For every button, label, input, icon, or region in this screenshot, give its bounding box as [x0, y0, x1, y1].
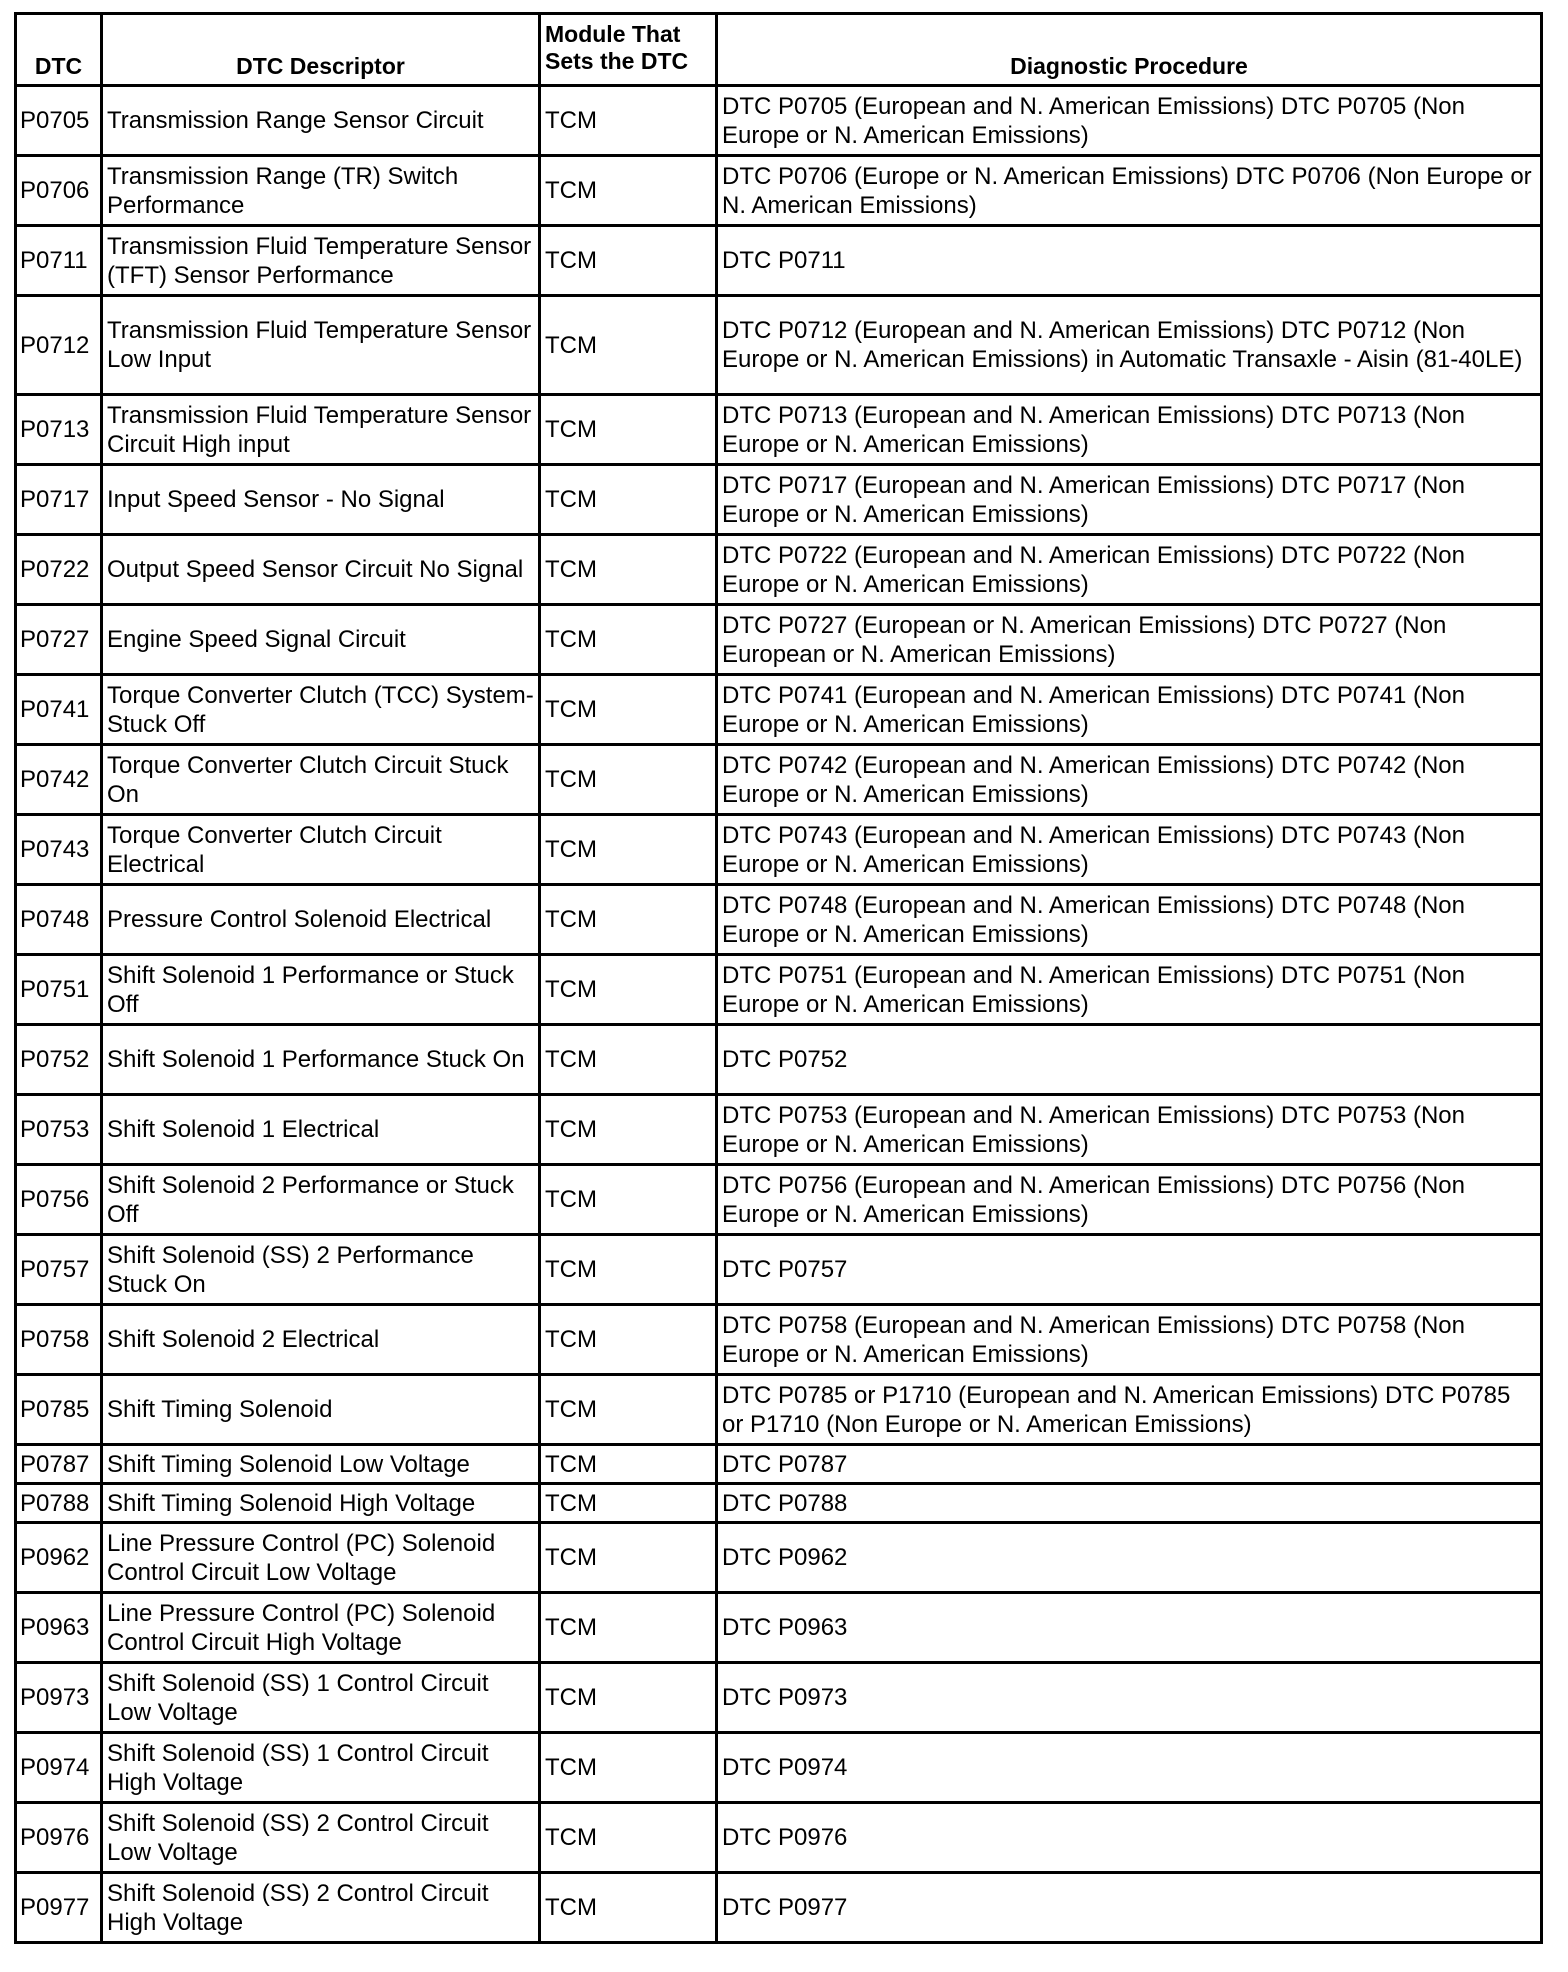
- dtc-code: P0757: [16, 1235, 102, 1305]
- dtc-module: TCM: [540, 745, 717, 815]
- dtc-module: TCM: [540, 1523, 717, 1593]
- dtc-code: P0711: [16, 226, 102, 296]
- dtc-module: TCM: [540, 1235, 717, 1305]
- dtc-descriptor: Transmission Fluid Temperature Sensor (TFT) Sensor Performance: [102, 226, 540, 296]
- table-row: [16, 605, 1542, 675]
- dtc-descriptor: Line Pressure Control (PC) Solenoid Control Circuit High Voltage: [102, 1593, 540, 1663]
- dtc-descriptor: Transmission Range Sensor Circuit: [102, 86, 540, 156]
- dtc-module: TCM: [540, 296, 717, 395]
- dtc-descriptor: Transmission Range (TR) Switch Performance: [102, 156, 540, 226]
- dtc-code: P0706: [16, 156, 102, 226]
- dtc-module: TCM: [540, 1593, 717, 1663]
- dtc-descriptor: Shift Timing Solenoid: [102, 1375, 540, 1445]
- dtc-procedure: DTC P0722 (European and N. American Emissions) DTC P0722 (Non Europe or N. American Emissions): [717, 535, 1542, 605]
- dtc-procedure: DTC P0717 (European and N. American Emissions) DTC P0717 (Non Europe or N. American Emissions): [717, 465, 1542, 535]
- dtc-module: TCM: [540, 1663, 717, 1733]
- header-module-line1: Module That: [545, 21, 681, 47]
- dtc-procedure: DTC P0752: [717, 1025, 1542, 1095]
- table-row: [16, 1375, 1542, 1445]
- dtc-module: TCM: [540, 86, 717, 156]
- table-row: [16, 226, 1542, 296]
- dtc-code: P0785: [16, 1375, 102, 1445]
- header-module: [540, 14, 717, 86]
- table-row: [16, 296, 1542, 395]
- dtc-module: TCM: [540, 605, 717, 675]
- dtc-module: TCM: [540, 1484, 717, 1523]
- dtc-procedure: DTC P0712 (European and N. American Emissions) DTC P0712 (Non Europe or N. American Emissions) in Automatic Transaxle - Aisin (81-40LE): [717, 296, 1542, 395]
- dtc-module: TCM: [540, 1445, 717, 1484]
- dtc-procedure: DTC P0748 (European and N. American Emissions) DTC P0748 (Non Europe or N. American Emissions): [717, 885, 1542, 955]
- dtc-module: TCM: [540, 1375, 717, 1445]
- dtc-descriptor: Shift Solenoid (SS) 2 Performance Stuck On: [102, 1235, 540, 1305]
- dtc-module: TCM: [540, 1165, 717, 1235]
- dtc-procedure: DTC P0743 (European and N. American Emissions) DTC P0743 (Non Europe or N. American Emissions): [717, 815, 1542, 885]
- dtc-code: P0713: [16, 395, 102, 465]
- dtc-module: TCM: [540, 1095, 717, 1165]
- document-page: [14, 12, 1540, 1944]
- dtc-module: TCM: [540, 1873, 717, 1943]
- dtc-code: P0741: [16, 675, 102, 745]
- dtc-module: TCM: [540, 156, 717, 226]
- header-descriptor: DTC Descriptor: [102, 14, 540, 86]
- dtc-module: TCM: [540, 535, 717, 605]
- table-row: [16, 1523, 1542, 1593]
- dtc-descriptor: Torque Converter Clutch (TCC) System-Stuck Off: [102, 675, 540, 745]
- dtc-procedure: DTC P0977: [717, 1873, 1542, 1943]
- dtc-code: P0974: [16, 1733, 102, 1803]
- header-procedure: Diagnostic Procedure: [717, 14, 1542, 86]
- dtc-code: P0752: [16, 1025, 102, 1095]
- dtc-descriptor: Shift Solenoid 2 Performance or Stuck Off: [102, 1165, 540, 1235]
- table-row: [16, 535, 1542, 605]
- dtc-procedure: DTC P0751 (European and N. American Emissions) DTC P0751 (Non Europe or N. American Emissions): [717, 955, 1542, 1025]
- dtc-descriptor: Torque Converter Clutch Circuit Electrical: [102, 815, 540, 885]
- dtc-procedure: DTC P0787: [717, 1445, 1542, 1484]
- dtc-code: P0962: [16, 1523, 102, 1593]
- dtc-module: TCM: [540, 1305, 717, 1375]
- table-row: [16, 156, 1542, 226]
- dtc-code: P0976: [16, 1803, 102, 1873]
- table-row: [16, 1873, 1542, 1943]
- dtc-code: P0758: [16, 1305, 102, 1375]
- dtc-module: TCM: [540, 395, 717, 465]
- table-row: [16, 1593, 1542, 1663]
- table-row: [16, 1663, 1542, 1733]
- dtc-code: P0756: [16, 1165, 102, 1235]
- dtc-procedure: DTC P0973: [717, 1663, 1542, 1733]
- dtc-descriptor: Shift Solenoid (SS) 2 Control Circuit Low Voltage: [102, 1803, 540, 1873]
- dtc-code: P0753: [16, 1095, 102, 1165]
- dtc-code: P0722: [16, 535, 102, 605]
- table-row: [16, 1305, 1542, 1375]
- dtc-descriptor: Shift Solenoid 1 Performance or Stuck Off: [102, 955, 540, 1025]
- header-module-line2: Sets the DTC: [545, 48, 689, 74]
- dtc-procedure: DTC P0785 or P1710 (European and N. American Emissions) DTC P0785 or P1710 (Non Europe or N. American Emissions): [717, 1375, 1542, 1445]
- dtc-code: P0705: [16, 86, 102, 156]
- dtc-procedure: DTC P0753 (European and N. American Emissions) DTC P0753 (Non Europe or N. American Emissions): [717, 1095, 1542, 1165]
- header-dtc: DTC: [16, 14, 102, 86]
- dtc-procedure: DTC P0963: [717, 1593, 1542, 1663]
- dtc-procedure: DTC P0713 (European and N. American Emissions) DTC P0713 (Non Europe or N. American Emissions): [717, 395, 1542, 465]
- table-row: [16, 885, 1542, 955]
- table-row: [16, 1733, 1542, 1803]
- dtc-code: P0742: [16, 745, 102, 815]
- dtc-code: P0748: [16, 885, 102, 955]
- table-row: [16, 745, 1542, 815]
- dtc-procedure: DTC P0742 (European and N. American Emissions) DTC P0742 (Non Europe or N. American Emissions): [717, 745, 1542, 815]
- dtc-descriptor: Shift Solenoid (SS) 1 Control Circuit High Voltage: [102, 1733, 540, 1803]
- dtc-code: P0787: [16, 1445, 102, 1484]
- table-row: [16, 1165, 1542, 1235]
- dtc-descriptor: Line Pressure Control (PC) Solenoid Control Circuit Low Voltage: [102, 1523, 540, 1593]
- dtc-procedure: DTC P0757: [717, 1235, 1542, 1305]
- dtc-descriptor: Shift Timing Solenoid Low Voltage: [102, 1445, 540, 1484]
- dtc-procedure: DTC P0756 (European and N. American Emissions) DTC P0756 (Non Europe or N. American Emissions): [717, 1165, 1542, 1235]
- dtc-procedure: DTC P0758 (European and N. American Emissions) DTC P0758 (Non Europe or N. American Emissions): [717, 1305, 1542, 1375]
- dtc-descriptor: Shift Solenoid (SS) 2 Control Circuit High Voltage: [102, 1873, 540, 1943]
- dtc-descriptor: Input Speed Sensor - No Signal: [102, 465, 540, 535]
- dtc-procedure: DTC P0788: [717, 1484, 1542, 1523]
- table-row: [16, 1445, 1542, 1484]
- dtc-descriptor: Shift Solenoid 1 Performance Stuck On: [102, 1025, 540, 1095]
- table-row: [16, 675, 1542, 745]
- table-row: [16, 955, 1542, 1025]
- dtc-descriptor: Torque Converter Clutch Circuit Stuck On: [102, 745, 540, 815]
- dtc-code: P0963: [16, 1593, 102, 1663]
- table-row: [16, 1025, 1542, 1095]
- dtc-procedure: DTC P0962: [717, 1523, 1542, 1593]
- table-row: [16, 465, 1542, 535]
- dtc-procedure: DTC P0974: [717, 1733, 1542, 1803]
- dtc-module: TCM: [540, 1803, 717, 1873]
- dtc-module: TCM: [540, 226, 717, 296]
- dtc-descriptor: Shift Solenoid 2 Electrical: [102, 1305, 540, 1375]
- dtc-code: P0751: [16, 955, 102, 1025]
- dtc-code: P0977: [16, 1873, 102, 1943]
- dtc-descriptor: Shift Solenoid (SS) 1 Control Circuit Low Voltage: [102, 1663, 540, 1733]
- dtc-module: TCM: [540, 885, 717, 955]
- table-row: [16, 395, 1542, 465]
- table-row: [16, 1235, 1542, 1305]
- dtc-descriptor: Shift Solenoid 1 Electrical: [102, 1095, 540, 1165]
- dtc-descriptor: Transmission Fluid Temperature Sensor Low Input: [102, 296, 540, 395]
- dtc-descriptor: Engine Speed Signal Circuit: [102, 605, 540, 675]
- dtc-code: P0788: [16, 1484, 102, 1523]
- dtc-table: [14, 12, 1543, 1944]
- dtc-module: TCM: [540, 1025, 717, 1095]
- dtc-procedure: DTC P0727 (European or N. American Emissions) DTC P0727 (Non European or N. American Emissions): [717, 605, 1542, 675]
- table-row: [16, 815, 1542, 885]
- dtc-descriptor: Transmission Fluid Temperature Sensor Circuit High input: [102, 395, 540, 465]
- dtc-module: TCM: [540, 955, 717, 1025]
- dtc-module: TCM: [540, 1733, 717, 1803]
- dtc-code: P0712: [16, 296, 102, 395]
- dtc-code: P0727: [16, 605, 102, 675]
- dtc-procedure: DTC P0706 (Europe or N. American Emissions) DTC P0706 (Non Europe or N. American Emissions): [717, 156, 1542, 226]
- dtc-procedure: DTC P0741 (European and N. American Emissions) DTC P0741 (Non Europe or N. American Emissions): [717, 675, 1542, 745]
- table-row: [16, 86, 1542, 156]
- dtc-procedure: DTC P0711: [717, 226, 1542, 296]
- table-header-row: [16, 14, 1542, 86]
- dtc-module: TCM: [540, 465, 717, 535]
- dtc-module: TCM: [540, 815, 717, 885]
- table-row: [16, 1095, 1542, 1165]
- dtc-module: TCM: [540, 675, 717, 745]
- dtc-descriptor: Output Speed Sensor Circuit No Signal: [102, 535, 540, 605]
- table-row: [16, 1803, 1542, 1873]
- table-body: [16, 86, 1542, 1943]
- dtc-descriptor: Pressure Control Solenoid Electrical: [102, 885, 540, 955]
- dtc-descriptor: Shift Timing Solenoid High Voltage: [102, 1484, 540, 1523]
- dtc-code: P0743: [16, 815, 102, 885]
- dtc-code: P0973: [16, 1663, 102, 1733]
- table-row: [16, 1484, 1542, 1523]
- dtc-code: P0717: [16, 465, 102, 535]
- dtc-procedure: DTC P0705 (European and N. American Emissions) DTC P0705 (Non Europe or N. American Emissions): [717, 86, 1542, 156]
- dtc-procedure: DTC P0976: [717, 1803, 1542, 1873]
